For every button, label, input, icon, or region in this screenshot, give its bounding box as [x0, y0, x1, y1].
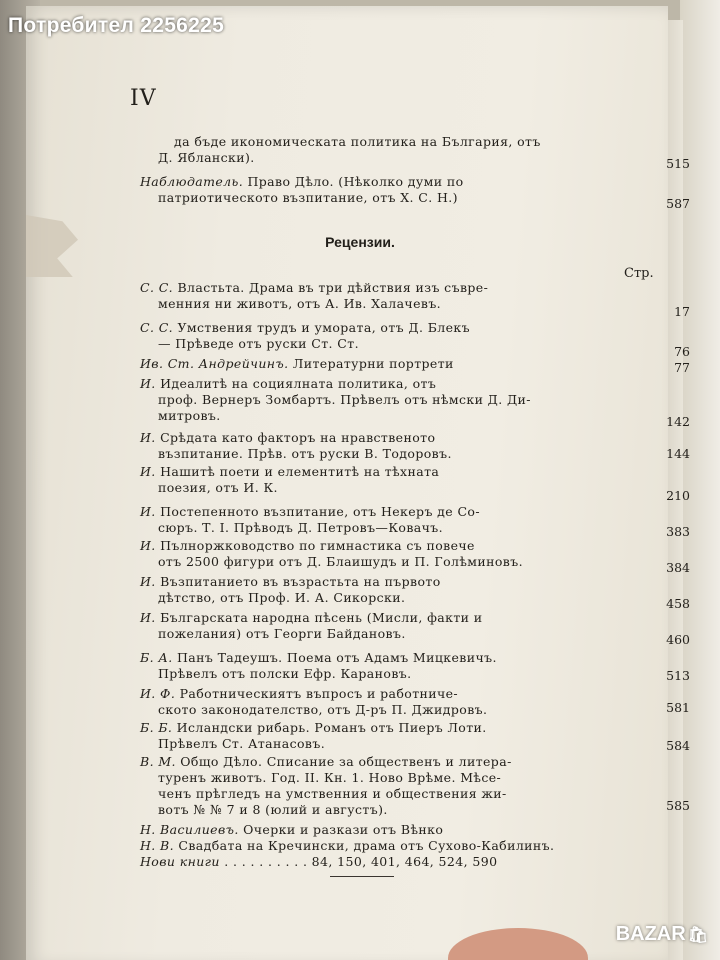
column-label: Стр. — [624, 266, 654, 281]
entry-line: Постепенното възпитание, отъ Некеръ де Со- — [160, 504, 480, 519]
page-ref: 585 — [666, 798, 690, 813]
review-entry — [140, 320, 612, 352]
entry-author: Б. Б. — [140, 720, 173, 735]
entry-line: Д. Яблански). — [158, 150, 255, 165]
entry-author: И. — [140, 538, 156, 553]
entry-line: Идеалитѣ на социялната политика, отъ — [160, 376, 437, 391]
page-ref: 77 — [674, 360, 690, 375]
review-entry — [140, 720, 612, 752]
entry-author: Наблюдатель. — [140, 174, 244, 189]
page-ref: 142 — [666, 414, 690, 429]
page-number: IV — [130, 86, 157, 111]
entry-line: Срѣдата като факторъ на нравственото — [160, 430, 436, 445]
toc-entry — [140, 134, 612, 166]
entry-line: — Прѣведе отъ руски Ст. Ст. — [158, 336, 359, 351]
entry-line: Властьта. Драма въ три дѣйствия изъ съвре- — [177, 280, 489, 295]
page-ref: 458 — [666, 596, 690, 611]
shopping-bag-icon: 🛍 — [687, 926, 708, 944]
review-entry — [140, 504, 612, 536]
page-ref: 17 — [674, 304, 690, 319]
page-ref: 587 — [666, 196, 690, 211]
entry-author: И. — [140, 574, 156, 589]
review-entry — [140, 838, 612, 854]
entry-line: вотъ № № 7 и 8 (юлий и августъ). — [158, 802, 388, 817]
entry-line: сюръ. Т. I. Прѣводъ Д. Петровъ—Ковачъ. — [158, 520, 443, 535]
review-entry — [140, 822, 612, 838]
entry-line: менния ни животъ, отъ А. Ив. Халачевъ. — [158, 296, 442, 311]
entry-line: Литературни портрети — [292, 356, 454, 371]
section-divider — [330, 876, 394, 877]
review-entry — [140, 754, 612, 818]
entry-author: И. Ф. — [140, 686, 176, 701]
entry-author: С. С. — [140, 280, 174, 295]
entry-author: Н. В. — [140, 838, 175, 853]
review-entry — [140, 854, 612, 870]
entry-line: Работническиятъ въпросъ и работниче- — [179, 686, 459, 701]
review-entry — [140, 538, 612, 570]
review-entry — [140, 430, 612, 462]
page-ref: 144 — [666, 446, 690, 461]
review-entry — [140, 280, 612, 312]
review-entry — [140, 610, 612, 642]
entry-line: пожелания) отъ Георги Байдановъ. — [158, 626, 406, 641]
entry-author: Н. Василиевъ. — [140, 822, 239, 837]
user-watermark: Потребител 2256225 — [8, 14, 225, 37]
review-entry — [140, 356, 612, 372]
entry-line: Нашитѣ поети и елементитѣ на тѣхната — [160, 464, 440, 479]
entry-author: И. — [140, 610, 156, 625]
review-entry — [140, 376, 612, 424]
entry-line: Панъ Тадеушъ. Поема отъ Адамъ Мицкевичъ. — [176, 650, 497, 665]
entry-line: туренъ животъ. Год. II. Кн. 1. Ново Врѣме. Мѣсе- — [158, 770, 502, 785]
entry-line: патриотическото възпитание, отъ Х. С. Н.) — [158, 190, 458, 205]
brand-text: BAZAR — [615, 923, 686, 945]
page-ref: 460 — [666, 632, 690, 647]
entry-author: Ив. Ст. Андрейчинъ. — [140, 356, 289, 371]
page-ref: 581 — [666, 700, 690, 715]
page-ref: 584 — [666, 738, 690, 753]
review-entry — [140, 686, 612, 718]
entry-line: митровъ. — [158, 408, 221, 423]
entry-author: И. — [140, 464, 156, 479]
page-ref: 76 — [674, 344, 690, 359]
entry-line: Прѣвелъ Ст. Атанасовъ. — [158, 736, 326, 751]
entry-author: И. — [140, 376, 156, 391]
entry-author: Нови книги — [140, 854, 220, 869]
entry-line: отъ 2500 фигури отъ Д. Блаишудъ и П. Голѣминовъ. — [158, 554, 523, 569]
entry-line: да бъде икономическата политика на България, отъ — [174, 134, 541, 149]
bazar-logo — [616, 923, 708, 946]
entry-line: ското законодателство, отъ Д-ръ П. Джидровъ. — [158, 702, 488, 717]
entry-line: Общо Дѣло. Списание за общественъ и литера- — [180, 754, 512, 769]
page-ref: 515 — [666, 156, 690, 171]
entry-line: Очерки и разкази отъ Вѣнко — [243, 822, 444, 837]
review-entry — [140, 464, 612, 496]
entry-line: . . . . . . . . . . 84, 150, 401, 464, 524, 590 — [224, 854, 498, 869]
entry-line: Пълноржководство по гимнастика съ повече — [160, 538, 475, 553]
entry-line: поезия, отъ И. К. — [158, 480, 278, 495]
page-ref: 210 — [666, 488, 690, 503]
entry-line: дѣтство, отъ Проф. И. А. Сикорски. — [158, 590, 406, 605]
entry-line: Възпитанието въ възрастьта на първото — [160, 574, 441, 589]
review-entry — [140, 574, 612, 606]
entry-line: проф. Вернеръ Зомбартъ. Прѣвелъ отъ нѣмски Д. Ди- — [158, 392, 531, 407]
page-ref: 384 — [666, 560, 690, 575]
entry-author: И. — [140, 430, 156, 445]
entry-author: С. С. — [140, 320, 174, 335]
entry-line: Свадбата на Кречински, драма отъ Сухово-Кабилинъ. — [178, 838, 555, 853]
review-entry — [140, 650, 612, 682]
entry-line: Прѣвелъ отъ полски Ефр. Карановъ. — [158, 666, 412, 681]
entry-line: възпитание. Прѣв. отъ руски В. Тодоровъ. — [158, 446, 452, 461]
entry-line: Българската народна пѣсень (Мисли, факти и — [160, 610, 483, 625]
entry-line: ченъ прѣгледъ на умственния и обществения жи- — [158, 786, 507, 801]
entry-line: Исландски рибарь. Романъ отъ Пиеръ Лоти. — [176, 720, 487, 735]
page-ref: 383 — [666, 524, 690, 539]
entry-author: В. М. — [140, 754, 176, 769]
entry-line: Право Дѣло. (Нѣколко думи по — [247, 174, 464, 189]
page-ref: 513 — [666, 668, 690, 683]
entry-author: Б. А. — [140, 650, 173, 665]
entry-author: И. — [140, 504, 156, 519]
toc-entry — [140, 174, 612, 206]
section-heading: Рецензии. — [325, 234, 395, 250]
entry-line: Умствения трудъ и умората, отъ Д. Блекъ — [177, 320, 471, 335]
